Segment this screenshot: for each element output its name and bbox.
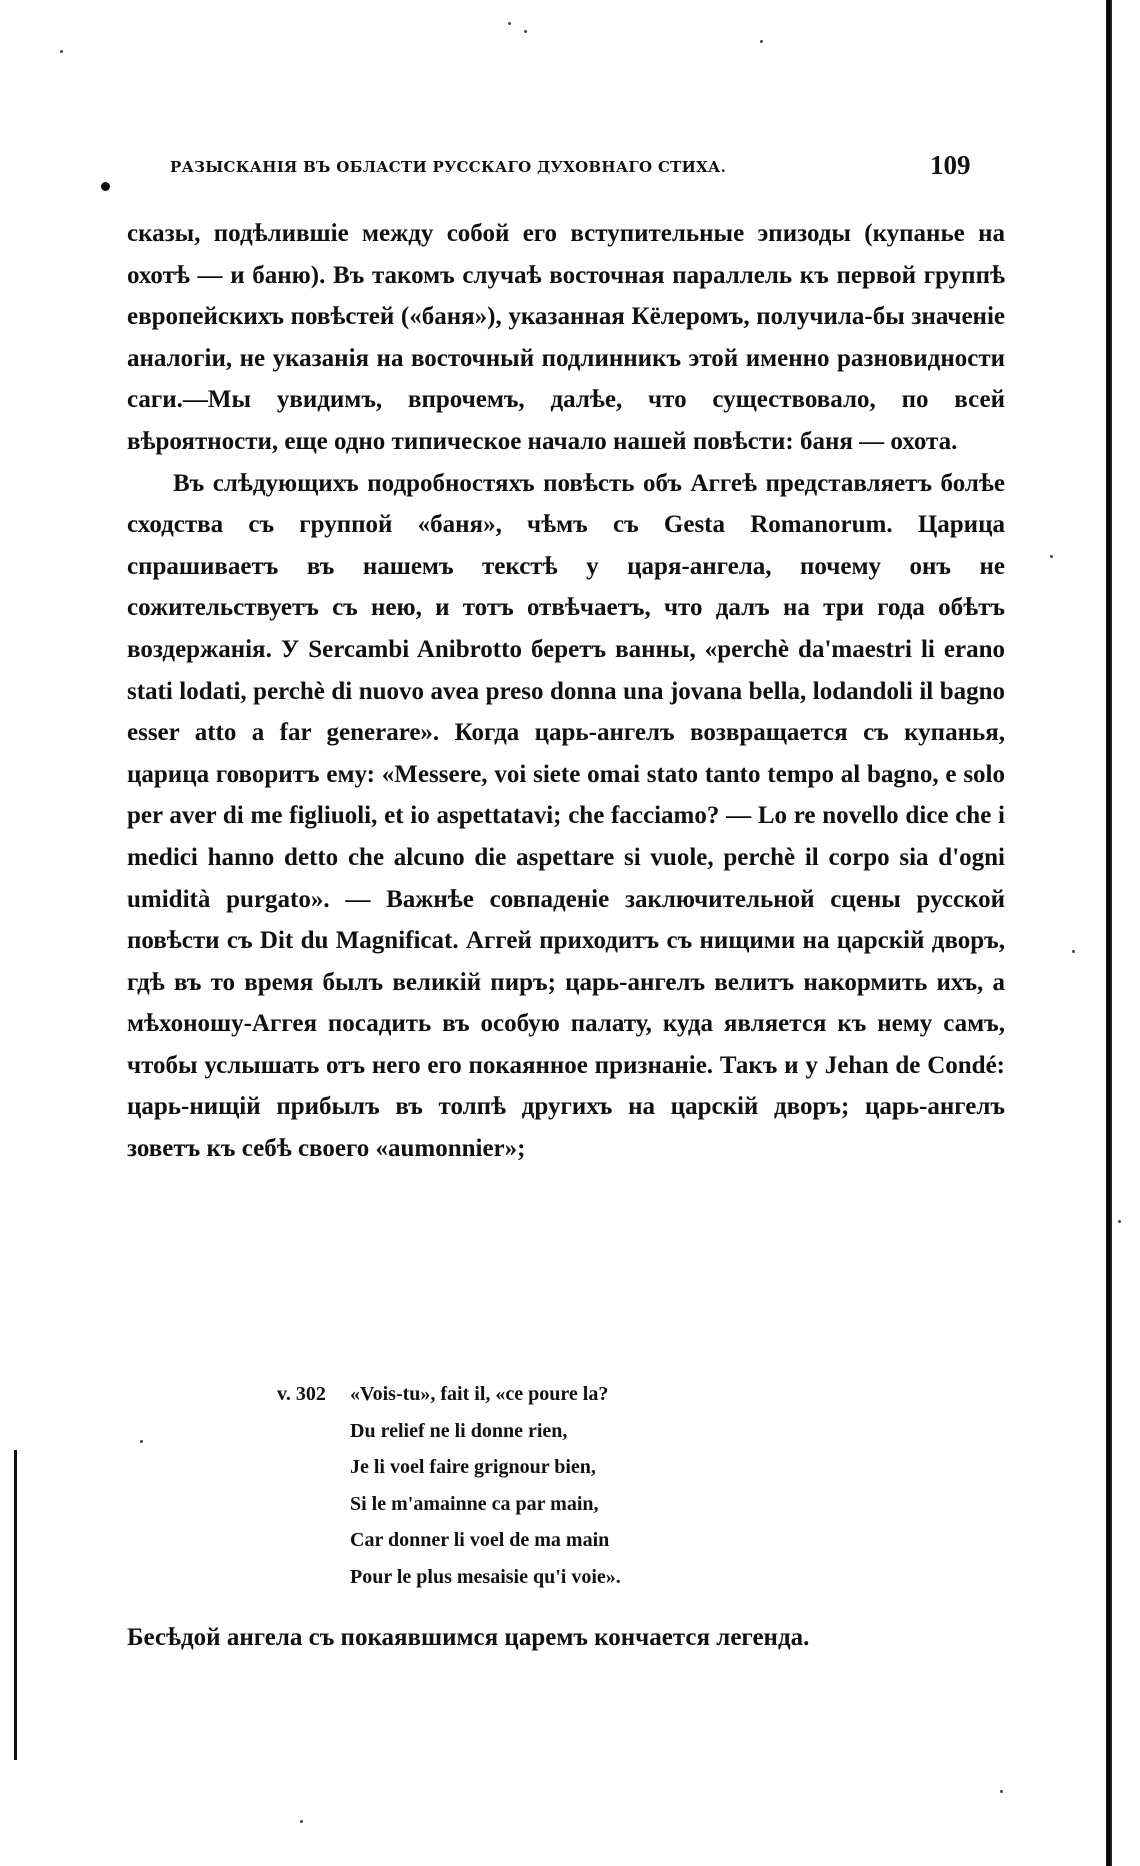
- paragraph: сказы, подѣлившіе между собой его вступительные эпизоды (купанье на охотѣ — и баню). Въ такомъ случаѣ восточная параллель къ первой группѣ европейскихъ повѣстей («баня»), указанная Кёлеромъ, получила-бы значеніе аналогіи, не указанія на восточный подлинникъ этой именно разновидности саги.—Мы увидимъ, впрочемъ, далѣе, что существовало, по всей вѣроятности, еще одно типическое начало нашей повѣсти: баня — охота.: [127, 220, 1005, 455]
- running-title: РАЗЫСКАНІЯ ВЪ ОБЛАСТИ РУССКАГО ДУХОВНАГО СТИХА.: [170, 158, 727, 176]
- verse-number: v. 302: [277, 1383, 326, 1405]
- verse-line: Si le m'amainne ca par main,: [350, 1492, 599, 1515]
- scan-speck: [524, 30, 527, 33]
- verse-line: Je li voel faire grignour bien,: [350, 1456, 596, 1478]
- running-head: [170, 150, 990, 180]
- scan-edge-line-left: [14, 1450, 17, 1760]
- scan-speck: [140, 1440, 143, 1443]
- scan-speck: [1050, 555, 1053, 558]
- page-number: 109: [930, 150, 971, 180]
- verse-line: Pour le plus mesaisie qu'i voie».: [350, 1565, 621, 1588]
- scan-speck: [60, 50, 63, 53]
- scan-speck: [1118, 1220, 1121, 1223]
- verse-lines: [350, 1376, 830, 1595]
- scan-edge-line: [1106, 0, 1112, 1866]
- scan-speck: [1000, 1790, 1003, 1793]
- verse-line: Car donner li voel de ma main: [350, 1529, 610, 1551]
- scan-speck: [1072, 950, 1075, 953]
- margin-dot: [101, 182, 110, 191]
- verse-line: «Vois-tu», fait il, «ce poure la?: [350, 1383, 609, 1405]
- scan-speck: [760, 40, 763, 43]
- body-text: [127, 213, 1005, 1170]
- verse-line: Du relief ne li donne rien,: [350, 1419, 568, 1442]
- scan-speck: [300, 1820, 303, 1823]
- paragraph: Въ слѣдующихъ подробностяхъ повѣсть объ Аггеѣ представляетъ болѣе сходства съ группой «баня», чѣмъ съ Gesta Romanorum. Царица спрашиваетъ въ нашемъ текстѣ у царя-ангела, почему онъ не сожительствуетъ съ нею, и тотъ отвѣчаетъ, что далъ на три года обѣтъ воздержанія. У Sercambi Anibrotto беретъ ванны, «perchè da'maestri li erano stati lodati, perchè di nuovo avea preso donna una jovana bella, lodandoli il bagno esser atto a far generare». Когда царь-ангелъ возвращается съ купанья, царица говоритъ ему: «Messere, voi siete omai stato tanto tempo al bagno, e solo per aver di me figliuoli, et io aspettatavi; che facciamo? — Lo re novello dice che i medici hanno detto che alcuno die aspettare si vuole, perchè il corpo sia d'ogni umidità purgato». — Важнѣе совпаденіе заключительной сцены русской повѣсти съ Dit du Magnificat. Аггей приходитъ съ нищими на царскій дворъ, гдѣ въ то время былъ великій пиръ; царь-ангелъ велитъ накормить ихъ, а мѣхоношу-Аггея посадить въ особую палату, куда является къ нему самъ, чтобы услышать отъ него его покаянное признаніе. Такъ и у Jehan de Condé: царь-нищій прибылъ въ толпѣ другихъ на царскій дворъ; царь-ангелъ зоветъ къ себѣ своего «aumonnier»;: [127, 469, 1005, 1163]
- scan-speck: [508, 22, 511, 25]
- closing-line: Бесѣдой ангела съ покаявшимся царемъ кончается легенда.: [127, 1624, 810, 1651]
